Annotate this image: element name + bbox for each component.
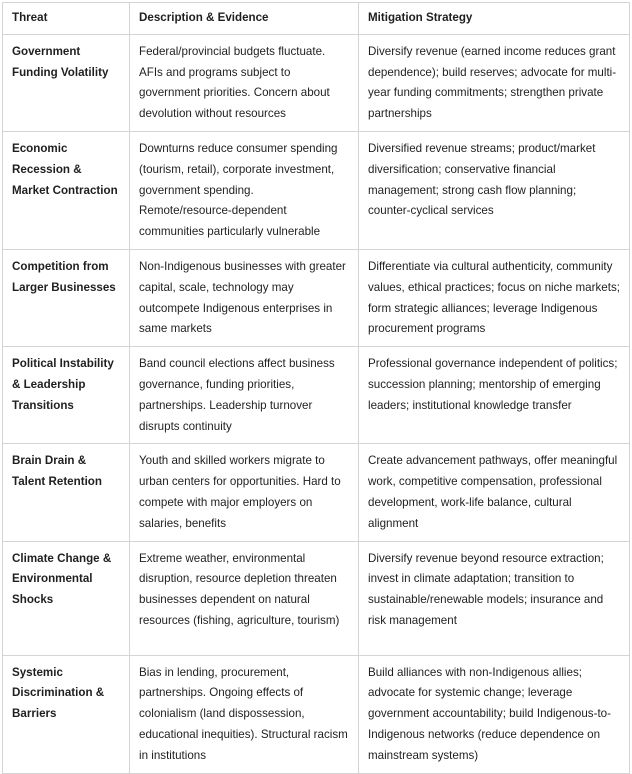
table-row xyxy=(3,444,630,541)
table-row xyxy=(3,655,630,773)
column-header-mitigation: Mitigation Strategy xyxy=(359,3,630,35)
threat-cell: Systemic Discrimination & Barriers xyxy=(3,655,130,773)
description-cell: Youth and skilled workers migrate to urban centers for opportunities. Hard to compete with major employers on salaries, benefits xyxy=(130,444,359,541)
threat-cell: Political Instability & Leadership Transitions xyxy=(3,347,130,444)
table-row xyxy=(3,541,630,655)
column-header-description: Description & Evidence xyxy=(130,3,359,35)
mitigation-cell: Diversify revenue beyond resource extraction; invest in climate adaptation; transition to sustainable/renewable models; insurance and risk management xyxy=(359,541,630,655)
description-cell: Federal/provincial budgets fluctuate. AFIs and programs subject to government priorities. Concern about devolution without resources xyxy=(130,34,359,131)
description-cell: Non-Indigenous businesses with greater capital, scale, technology may outcompete Indigenous enterprises in same markets xyxy=(130,249,359,346)
mitigation-cell: Professional governance independent of politics; succession planning; mentorship of emerging leaders; institutional knowledge transfer xyxy=(359,347,630,444)
description-cell: Band council elections affect business governance, funding priorities, partnerships. Leadership turnover disrupts continuity xyxy=(130,347,359,444)
table-row xyxy=(3,34,630,131)
description-cell: Extreme weather, environmental disruption, resource depletion threaten businesses dependent on natural resources (fishing, agriculture, tourism) xyxy=(130,541,359,655)
description-cell: Bias in lending, procurement, partnerships. Ongoing effects of colonialism (land dispossession, educational inequities). Structural racism in institutions xyxy=(130,655,359,773)
threat-cell: Competition from Larger Businesses xyxy=(3,249,130,346)
threat-cell: Brain Drain & Talent Retention xyxy=(3,444,130,541)
table-row xyxy=(3,249,630,346)
table-header-row xyxy=(3,3,630,35)
threat-cell: Government Funding Volatility xyxy=(3,34,130,131)
column-header-threat: Threat xyxy=(3,3,130,35)
mitigation-cell: Diversified revenue streams; product/market diversification; conservative financial management; strong cash flow planning; counter-cyclical services xyxy=(359,131,630,249)
threats-table xyxy=(2,2,630,774)
threat-cell: Economic Recession & Market Contraction xyxy=(3,131,130,249)
table-row xyxy=(3,131,630,249)
description-cell: Downturns reduce consumer spending (tourism, retail), corporate investment, government spending. Remote/resource-dependent communities particularly vulnerable xyxy=(130,131,359,249)
mitigation-cell: Diversify revenue (earned income reduces grant dependence); build reserves; advocate for multi-year funding commitments; strengthen private partnerships xyxy=(359,34,630,131)
table-row xyxy=(3,347,630,444)
mitigation-cell: Differentiate via cultural authenticity, community values, ethical practices; focus on niche markets; form strategic alliances; leverage Indigenous procurement programs xyxy=(359,249,630,346)
mitigation-cell: Build alliances with non-Indigenous allies; advocate for systemic change; leverage government accountability; build Indigenous-to-Indigenous networks (reduce dependence on mainstream systems) xyxy=(359,655,630,773)
mitigation-cell: Create advancement pathways, offer meaningful work, competitive compensation, professional development, work-life balance, cultural alignment xyxy=(359,444,630,541)
threat-cell: Climate Change & Environmental Shocks xyxy=(3,541,130,655)
